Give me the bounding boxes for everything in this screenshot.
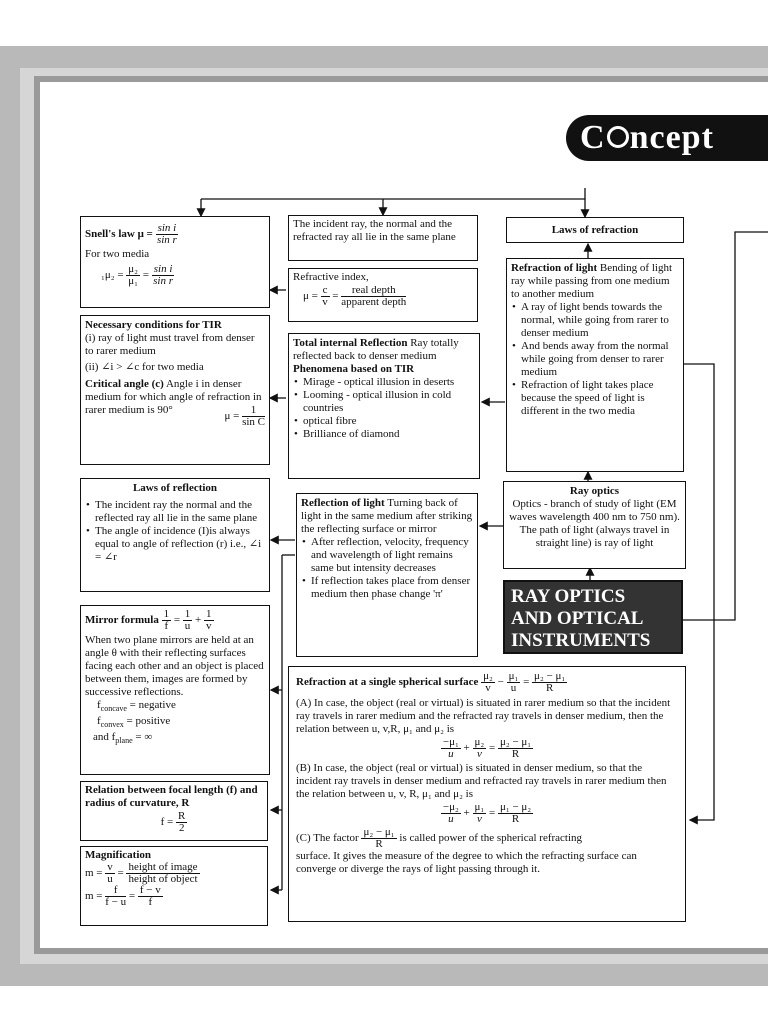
list-item: • Brilliance of diamond — [303, 428, 475, 441]
refraction-of-light-box: Refraction of light Bending of light ray while passing from one medium to another medium • A ray of light bends towards the normal, while going from rarer to denser medium • And bends away from the normal while going from denser to rarer medium • Refraction of light takes place because the speed of light is different in the two media — [506, 258, 684, 472]
ray-optics-box: Ray optics Optics - branch of study of light (EM waves wavelength 400 nm to 750 nm). The path of light (always travel in straight line) is ray of light — [503, 481, 686, 569]
refractive-index-box: Refractive index, μ = $\frac{c}{v}$ = $\frac{\text{real depth}}{\text{apparent depth}}$ — [288, 268, 478, 322]
list-item: • The incident ray the normal and the reflected ray all lie in the same plane — [95, 499, 265, 525]
bulb-icon — [607, 126, 629, 148]
snells-law-box: Snell's law μ = $\frac{\text{sin i}}{\text{sin r}}$ For two media ₁μ₂ = $\frac{\text{μ₂}}{\text{μ₁}}$ = $\frac{\text{sin i}}{\text{sin r}}$ — [80, 216, 270, 308]
list-item: • optical fibre — [303, 415, 475, 428]
list-item: • Looming - optical illusion in cold countries — [303, 389, 475, 415]
focal-length-box: Relation between focal length (f) and radius of curvature, R f = $\frac{R}{2}$ — [80, 781, 268, 841]
mirror-formula-box: Mirror formula $\frac{1}{f}$ = $\frac{1}{u}$ + $\frac{1}{v}$ When two plane mirrors are held at an angle θ with their reflecting surfaces facing each other and an object is placed between them, images are formed by successive reflections. $f_{concave}$ = negative $f_{convex}$ = positive and $f_{plane}$ = ∞ — [80, 605, 270, 775]
total-internal-reflection-box: Total internal Reflection Ray totally reflected back to denser medium Phenomena based on TIR • Mirage - optical illusion in deserts • Looming - optical illusion in cold countries • optical fibre • Brilliance of diamond — [288, 333, 480, 479]
tir-conditions-box: Necessary conditions for TIR (i) ray of light must travel from denser to rarer medium (ii) ∠i > ∠c for two media Critical angle (c) Angle i in denser medium for which angle of refraction in rarer medium is 90° μ = $\frac{1}{\text{sin C}}$ — [80, 315, 270, 465]
list-item: • Mirage - optical illusion in deserts — [303, 376, 475, 389]
list-item: • If reflection takes place from denser medium then phase change 'π' — [311, 575, 473, 601]
concept-logo: C ncept — [566, 115, 768, 161]
list-item: • Refraction of light takes place because the speed of light is different in the two media — [521, 379, 679, 418]
laws-of-refraction-box: Laws of refraction — [506, 217, 684, 243]
list-item: • The angle of incidence (I)is always equal to angle of reflection (r) i.e., ∠i = ∠r — [95, 525, 265, 564]
reflection-of-light-box: Reflection of light Turning back of light in the same medium after striking the reflecting surface or mirror • After reflection, velocity, frequency and wavelength of light remains same but intensity decreases • If reflection takes place from denser medium then phase change 'π' — [296, 493, 478, 657]
list-item: • A ray of light bends towards the normal, while going from rarer to denser medium — [521, 301, 679, 340]
incident-plane-box: The incident ray, the normal and the refracted ray all lie in the same plane — [288, 215, 478, 261]
list-item: • And bends away from the normal while going from denser to rarer medium — [521, 340, 679, 379]
magnification-box: Magnification m = $\frac{v}{u}$ = $\frac{\text{height of image}}{\text{height of object}}$ m = $\frac{f}{f - u}$ = $\frac{f - v}{f}$ — [80, 846, 268, 926]
main-title: RAY OPTICS AND OPTICAL INSTRUMENTS — [503, 580, 683, 654]
spherical-refraction-box: Refraction at a single spherical surface $\frac{\text{μ₂}}{v}$ − $\frac{\text{μ₁}}{u}$ = $\frac{\text{μ₂ − μ₁}}{R}$ (A) In case, the object (real or virtual) is situated in rarer medium so that the incident ray travels in rarer medium and the refracted ray travels in denser medium, then the relation between u, v,R, μ₁ and μ₂ is $\frac{\text{−μ₁}}{u}$ + $\frac{\text{μ₂}}{v}$ = $\frac{\text{μ₂ − μ₁}}{R}$ (B) In case, the object (real or virtual) is situated in denser medium, so that the incident ray travels in denser medium and refracted ray travels in rarer medium then the relation between u, v, R, μ₁ and μ₂ is $\frac{\text{−μ₂}}{u}$ + $\frac{\text{μ₁}}{v}$ = $\frac{\text{μ₁ − μ₂}}{R}$ (C) The factor $\frac{\text{μ₂ − μ₁}}{R}$ is called power of the spherical refracting surface. It gives the measure of the degree to which the refracting surface can converge or diverge the rays of light passing through it. — [288, 666, 686, 922]
laws-of-reflection-box: Laws of reflection • The incident ray the normal and the reflected ray all lie in the same plane • The angle of incidence (I)is always equal to angle of reflection (r) i.e., ∠i = ∠r — [80, 478, 270, 592]
list-item: • After reflection, velocity, frequency and wavelength of light remains same but intensity decreases — [311, 536, 473, 575]
